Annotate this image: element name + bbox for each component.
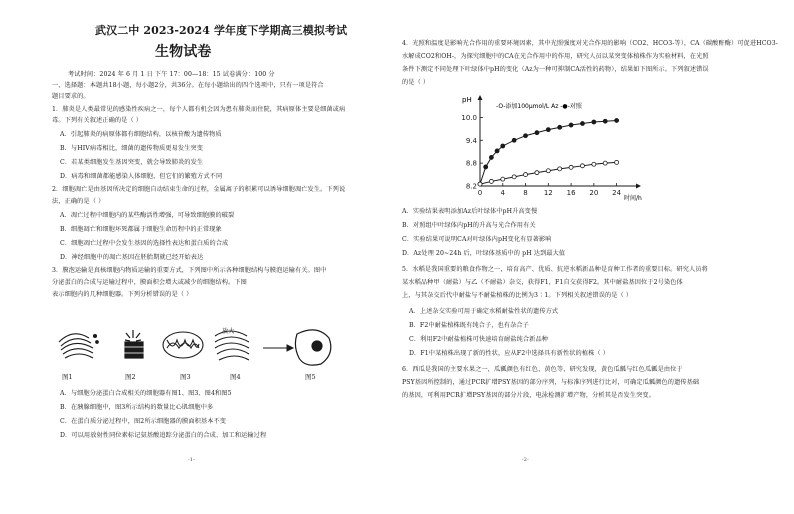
data-point <box>558 125 562 129</box>
text-line: PSY基因所控制的，通过PCR扩增PSY基因的部分序列，与标准序列进行比对，可确定瓜瓤颜色的遗传基础 <box>402 379 700 386</box>
fig-label-3: 图3 <box>180 373 191 381</box>
text-line: 某水稻品种甲（耐盐）与乙（不耐盐）杂交，获得F1，F1自交获得F2。其中耐盐基因位于2号染色体 <box>402 279 683 286</box>
option-line: B．对照组中叶绿体内pH的升高与光合作用有关 <box>402 222 536 229</box>
chart-series <box>478 118 619 186</box>
page-number: -1- <box>188 457 195 463</box>
text-line: 5．水稻是我国重要的粮食作物之一，培育高产、优质、抗逆水稻新品种是育种工作者的重要目标。研究人员将 <box>402 266 708 273</box>
data-point <box>592 120 596 124</box>
text-line: B．细胞凋亡和细胞坏死都属于细胞生命历程中的正常现象 <box>60 226 222 233</box>
data-point <box>524 134 528 138</box>
text-line: 1．肺炎是人类最常见的感染性疾病之一，每个人都有机会因为患有肺炎而住院，其病原体主要是细菌或病 <box>52 106 346 113</box>
option-line: B．F2中耐盐植株既有纯合子，也有杂合子 <box>409 322 529 329</box>
x-tick-label: 20 <box>589 189 599 197</box>
text-line: 3．膜泡运输是真核细胞内物质运输的重要方式，下列图中所示各种细胞结构与膜泡运输有关。图中 <box>52 267 327 274</box>
organelle-figures <box>55 322 335 370</box>
option-line: C．实验结果可说明CA对叶绿体内pH变化有显著影响 <box>402 236 552 243</box>
page-number: -2- <box>522 457 529 463</box>
y-tick-label: 10.0 <box>461 113 477 122</box>
x-tick-label: 4 <box>500 189 506 197</box>
data-point <box>535 131 539 135</box>
school-title: 武汉二中 2023-2024 学年度下学期高三模拟考试 <box>95 24 348 37</box>
option-line: A．实验结果表明添加Az后叶绿体中pH升高变慢 <box>402 208 538 215</box>
data-point <box>535 171 539 175</box>
text-line: B．与HIV病毒相比，细菌的遗传物质更易发生突变 <box>60 145 204 152</box>
text-line: A．凋亡过程中细胞内的某些酶活性增强，可导致细胞膜的破裂 <box>60 212 235 219</box>
option-line: D．可以用放射性同位素标记氨基酸追踪分泌蛋白的合成、加工和运输过程 <box>60 432 267 439</box>
data-point <box>615 118 619 122</box>
data-point <box>615 160 619 164</box>
y-tick-label: 9.4 <box>465 136 477 145</box>
text-line: A．引起肺炎的病原体都有细胞结构，以核苷酸为遗传物质 <box>60 131 222 138</box>
right-page <box>397 0 794 514</box>
text-line: 的是（ ） <box>402 79 430 86</box>
data-point <box>580 164 584 168</box>
text-line: 2．细胞凋亡是由基因所决定的细胞自动结束生命的过程，金属离子的积累可以诱导细胞凋亡发生。下列说 <box>52 186 346 193</box>
data-point <box>592 162 596 166</box>
figure-3-mitochondrion <box>163 332 203 358</box>
text-line: 上，与其杂交后代中耐盐与不耐盐植株的比例为3∶1。下列相关叙述错误的是（ ） <box>402 292 633 299</box>
option-line: D．F1中某植株出现了新的性状，应从F2中选择具有新性状的植株（ ） <box>409 350 610 357</box>
text-line: 4．光照和温度是影响光合作用的重要环境因素，其中光照强度对光合作用的影响（CO2、HCO3-等），CA（碳酸酐酶）可促进HCO3- <box>402 40 778 47</box>
x-tick-label: 24 <box>612 189 622 197</box>
text-line: 一、选择题：本题共18小题，每小题2分，共36分。在每小题给出的四个选项中，只有一项是符合 <box>52 82 324 89</box>
fig-label-4: 图4 <box>230 373 241 381</box>
series-line <box>480 162 617 184</box>
option-line: A．与细胞分泌蛋白合成相关的细胞器有图1、图3、图4和图5 <box>60 390 232 397</box>
option-line: C．在蛋白质分泌过程中，图2所示细胞器的膜面积基本不变 <box>60 418 227 425</box>
data-point <box>569 123 573 127</box>
data-point <box>489 179 493 183</box>
x-axis-arrow <box>636 184 641 189</box>
figure-2-spiky <box>125 330 143 358</box>
option-line: A．上述杂交实验可用于确定水稻耐盐性状的遗传方式 <box>409 308 559 315</box>
text-line: C．若某类细胞发生基因突变，就会导致肺炎的发生 <box>60 159 204 166</box>
data-point <box>501 144 505 148</box>
text-line: C．细胞凋亡过程中会发生基因的选择性表达和蛋白质的合成 <box>60 240 229 247</box>
text-line: 分泌蛋白的合成与运输过程中，膜面积会增大或减少的细胞结构。下图 <box>52 279 247 286</box>
x-tick-label: 16 <box>566 189 576 197</box>
fig-label-2: 图2 <box>125 373 136 381</box>
x-tick-label: 12 <box>543 189 553 197</box>
data-point <box>580 122 584 126</box>
option-line: D．Az处理 20~24h 后，叶绿体基质中的 pH 达到最大值 <box>402 250 566 257</box>
y-axis-arrow <box>478 95 483 100</box>
data-point <box>524 173 528 177</box>
text-line: D．神经细胞中的凋亡基因在胚胎期就已经开始表达 <box>60 254 204 261</box>
text-line: 表示细胞内的几种细胞器。下列分析错误的是（ ） <box>52 291 193 298</box>
data-point <box>603 161 607 165</box>
data-point <box>603 119 607 123</box>
data-point <box>546 128 550 132</box>
fig-label-1: 图1 <box>62 373 73 381</box>
chart-ylabel: pH <box>462 96 472 104</box>
magnify-label: 放大 <box>222 328 235 335</box>
data-point <box>478 182 482 186</box>
y-tick-label: 8.2 <box>465 182 477 191</box>
data-point <box>558 167 562 171</box>
text-line: 条件下测定不同处理下叶绿体中pH的变化（Az为一种可抑制CA活性的药物），结果如下图所示。下列叙述错误 <box>402 66 709 73</box>
data-point <box>569 165 573 169</box>
chart-ticks <box>461 114 621 197</box>
data-point <box>501 177 505 181</box>
data-point <box>512 175 516 179</box>
y-tick-label: 8.8 <box>465 159 477 168</box>
ph-chart <box>452 88 652 203</box>
magnify-arrow <box>263 345 293 351</box>
figure-5-cell <box>295 330 330 365</box>
text-line: 毒。下列有关叙述正确的是（ ） <box>52 117 143 124</box>
data-point <box>489 155 493 159</box>
x-tick-label: 8 <box>523 189 528 197</box>
text-line: 题目要求的。 <box>52 93 90 100</box>
fig-label-5: 图5 <box>305 373 316 381</box>
text-line: D．病毒和细菌都能感染人体细胞，但它们的繁殖方式不同 <box>60 173 223 180</box>
option-line: B．在胰腺细胞中，图3所示结构的数量比心肌细胞中多 <box>60 404 214 411</box>
option-line: C．利用F2中耐盐植株可快速培育耐盐纯合新品种 <box>409 336 549 343</box>
text-line: 法，正确的是（ ） <box>52 198 105 205</box>
data-point <box>512 138 516 142</box>
subject-title: 生物试卷 <box>155 44 212 60</box>
chart-xlabel: 时间/h <box>624 195 642 202</box>
x-tick-label: 0 <box>477 189 483 197</box>
chart-legend: -O-添加100μmol/L Az -●-对照 <box>496 103 582 110</box>
data-point <box>546 169 550 173</box>
text-line: 水解成CO2和OH-，为探究细胞中的CA在光合作用中的作用，研究人员以某突变体植株作为实验材料，在光照 <box>402 53 709 60</box>
data-point <box>484 165 488 169</box>
exam-info: 考试时间：2024 年 6 月 1 日 下午 17：00—18：15 试卷满分：100 分 <box>68 71 275 78</box>
text-line: 6．西瓜是我国的主要水果之一，瓜瓤颜色有红色、黄色等，研究发现，黄色瓜瓤与红色瓜瓤是由位于 <box>402 366 683 373</box>
text-line: 的基因，可利用PCR扩增PSY基因的部分片段，电泳检测扩增产物，分析其是否发生突变。 <box>402 392 655 399</box>
figure-1-golgi <box>59 334 98 358</box>
data-point <box>495 149 499 153</box>
